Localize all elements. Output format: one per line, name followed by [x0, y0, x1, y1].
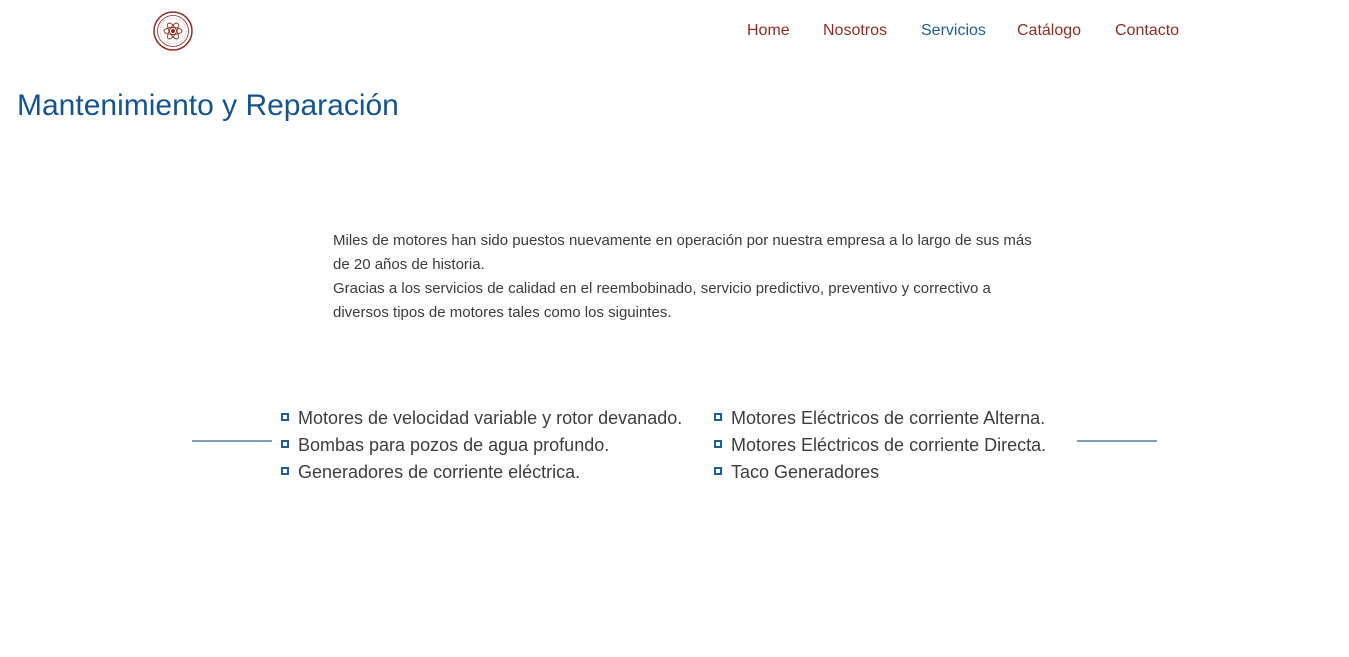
service-label: Generadores de corriente eléctrica. — [298, 462, 581, 482]
list-item — [281, 432, 682, 459]
list-item — [714, 459, 1046, 486]
service-label: Motores Eléctricos de corriente Directa. — [731, 435, 1047, 455]
nav-catalogo[interactable]: Catálogo — [1017, 22, 1082, 39]
divider-right — [1077, 440, 1157, 442]
intro-text — [333, 229, 1033, 325]
intro-paragraph-1: Miles de motores han sido puestos nuevamente en operación por nuestra empresa a lo largo de sus más de 20 años de historia. — [333, 232, 1032, 273]
square-bullet-icon — [714, 440, 722, 448]
service-label: Taco Generadores — [731, 462, 880, 482]
list-item — [281, 405, 682, 432]
nav-servicios[interactable]: Servicios — [921, 22, 986, 39]
services-list-column-1 — [281, 405, 682, 486]
service-label: Motores de velocidad variable y rotor devanado. — [298, 408, 683, 428]
square-bullet-icon — [281, 440, 289, 448]
services-list-column-2 — [714, 405, 1046, 486]
square-bullet-icon — [714, 467, 722, 475]
nav-home[interactable]: Home — [747, 22, 790, 39]
list-item — [281, 459, 682, 486]
square-bullet-icon — [714, 413, 722, 421]
divider-left — [192, 440, 272, 442]
page-title: Mantenimiento y Reparación — [17, 89, 399, 122]
square-bullet-icon — [281, 467, 289, 475]
list-item — [714, 432, 1046, 459]
nav-nosotros[interactable]: Nosotros — [823, 22, 888, 39]
square-bullet-icon — [281, 413, 289, 421]
list-item — [714, 405, 1046, 432]
service-label: Bombas para pozos de agua profundo. — [298, 435, 610, 455]
intro-paragraph-2: Gracias a los servicios de calidad en el reembobinado, servicio predictivo, preventivo y correctivo a diversos tipos de motores tales como los siguintes. — [333, 280, 991, 321]
main-nav — [0, 19, 1349, 43]
service-label: Motores Eléctricos de corriente Alterna. — [731, 408, 1046, 428]
nav-contacto[interactable]: Contacto — [1115, 22, 1180, 39]
